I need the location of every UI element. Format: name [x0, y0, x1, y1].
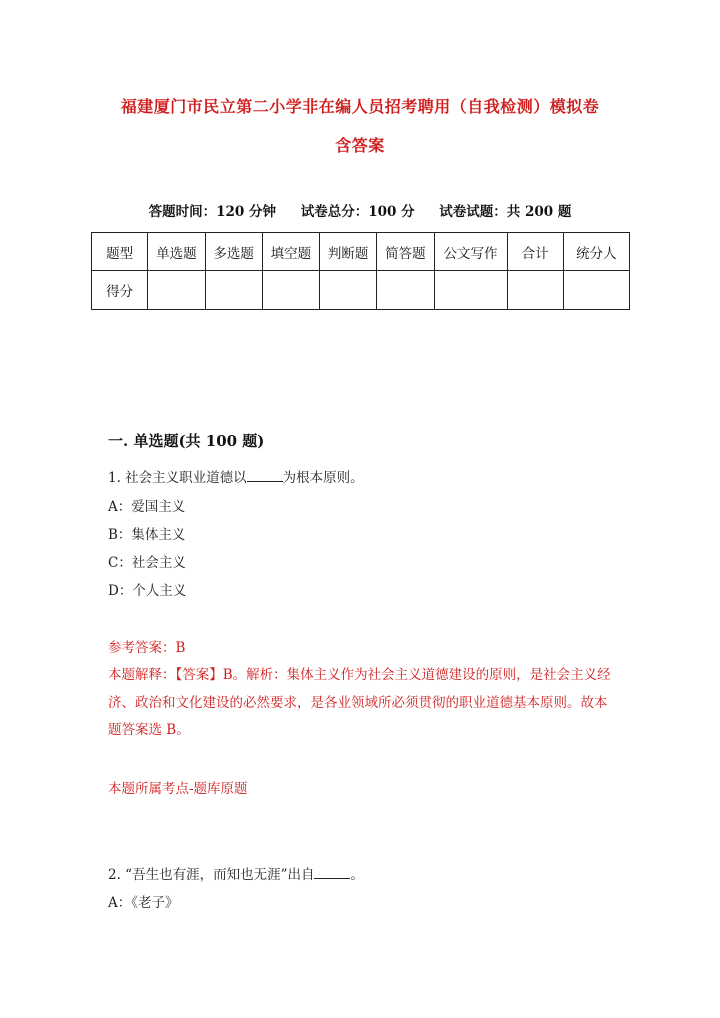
question-stem-text: 1. 社会主义职业道德以 — [108, 470, 247, 486]
section-title: 一. 单选题(共 100 题) — [108, 432, 265, 450]
score-table-header-row — [92, 233, 630, 271]
document-title: 福建厦门市民立第二小学非在编人员招考聘用（自我检测）模拟卷 — [120, 97, 600, 116]
score-cell — [262, 271, 319, 310]
question-2-stem — [108, 863, 364, 883]
score-cell — [434, 271, 507, 310]
exam-meta — [0, 200, 720, 220]
exam-total-score: 试卷总分：100 分 — [300, 204, 415, 220]
score-header-cell: 公文写作 — [434, 233, 507, 271]
exam-time: 答题时间：120 分钟 — [148, 204, 276, 220]
answer-blank — [314, 866, 350, 879]
score-cell — [320, 271, 377, 310]
score-header-cell: 填空题 — [262, 233, 319, 271]
question-stem-text: 为根本原则。 — [282, 470, 364, 486]
question-source: 本题所属考点-题库原题 — [108, 781, 248, 797]
score-cell — [507, 271, 563, 310]
score-header-cell: 多选题 — [205, 233, 262, 271]
score-header-cell: 简答题 — [377, 233, 434, 271]
option-d: D：个人主义 — [108, 583, 187, 599]
score-table-score-row — [92, 271, 630, 310]
question-stem-text: 2. “吾生也有涯，而知也无涯”出自 — [108, 867, 315, 883]
score-table — [91, 232, 630, 310]
score-cell — [563, 271, 629, 310]
question-stem-text: 。 — [350, 867, 364, 883]
score-cell — [205, 271, 262, 310]
option-a: A：爱国主义 — [108, 499, 186, 515]
score-cell — [377, 271, 434, 310]
option-b: B：集体主义 — [108, 527, 186, 543]
reference-answer: 参考答案：B — [108, 640, 186, 656]
option-a: A：《老子》 — [108, 895, 179, 911]
score-row-label: 得分 — [92, 271, 148, 310]
score-header-cell: 判断题 — [320, 233, 377, 271]
score-header-cell: 单选题 — [148, 233, 205, 271]
answer-blank — [247, 469, 283, 482]
score-cell — [148, 271, 205, 310]
question-1-stem — [108, 466, 364, 486]
exam-question-count: 试卷试题：共 200 题 — [439, 204, 572, 220]
option-c: C：社会主义 — [108, 555, 186, 571]
score-header-cell: 统分人 — [563, 233, 629, 271]
document-subtitle: 含答案 — [335, 136, 385, 155]
answer-explanation: 本题解释：【答案】B。解析：集体主义作为社会主义道德建设的原则，是社会主义经济、政治和文化建设的必然要求，是各业领域所必须贯彻的职业道德基本原则。故本题答案选 B。 — [108, 667, 611, 738]
score-header-cell: 题型 — [92, 233, 148, 271]
score-header-cell: 合计 — [507, 233, 563, 271]
